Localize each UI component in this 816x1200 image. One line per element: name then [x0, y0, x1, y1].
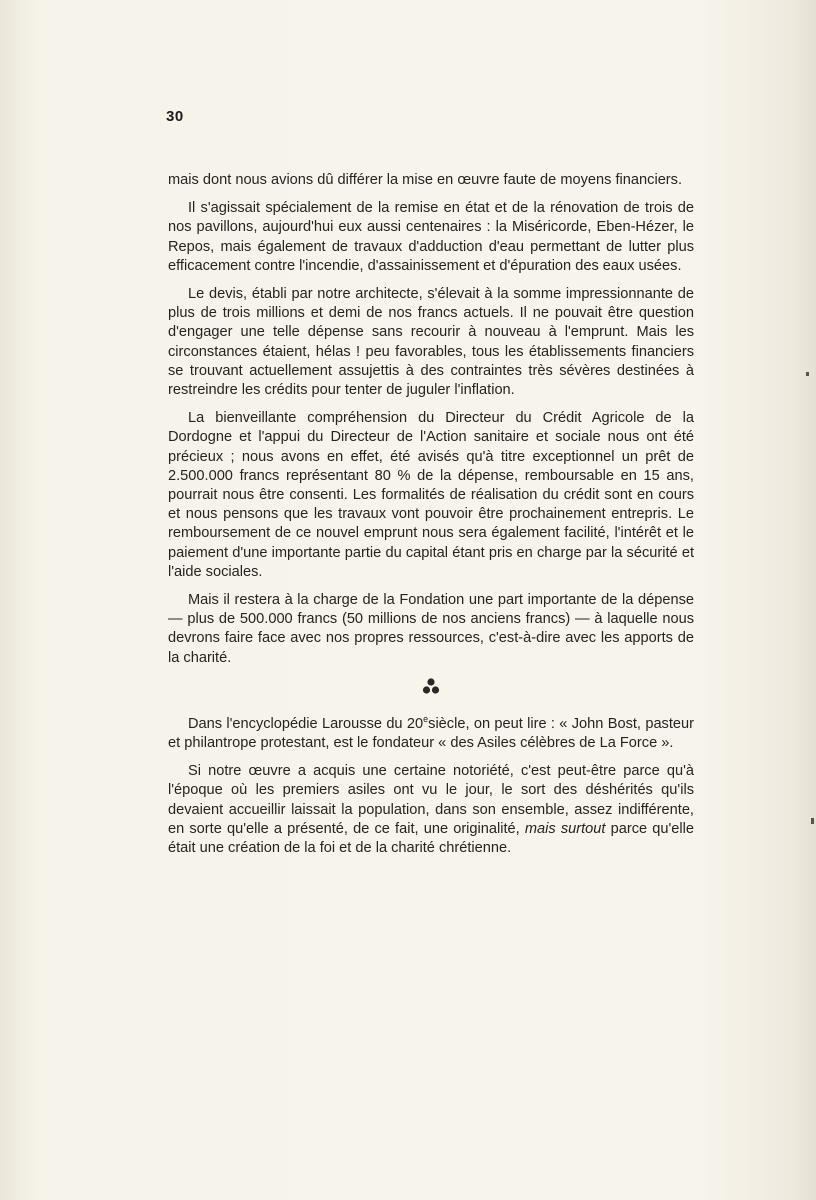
three-dots-ornament-icon	[421, 677, 441, 697]
page-number: 30	[166, 108, 184, 125]
italic-emphasis: mais surtout	[524, 820, 606, 837]
century-superscript: e	[423, 714, 429, 725]
larousse-text-end: siècle, on peut lire : « John Bost, pasteur et philantrope protestant, est le fondateur « des Asiles célèbres de La Force ».	[168, 715, 694, 752]
paragraph-devis: Le devis, établi par notre architecte, s'élevait à la somme impressionnante de plus de trois millions et demi de nos francs actuels. Il ne pouvait être question d'engager une telle dépense sans recourir à nouveau à l'emprunt. Mais les circonstances étaient, hélas ! peu favorables, tous les établissements financiers se trouvant actuellement assujettis à des contraintes très sévères destinées à restreindre les crédits pour tenter de juguler l'inflation.	[168, 286, 694, 399]
section-ornament	[168, 677, 694, 707]
margin-mark-top	[806, 372, 809, 376]
paragraph-fondation-charge: Mais il restera à la charge de la Fondation une part importante de la dépense — plus de 500.000 francs (50 millions de nos anciens francs) — à laquelle nous devrons faire face avec nos propres ressources, c'est-à-dire avec les apports de la charité.	[168, 592, 694, 666]
paragraph-renovation: Il s'agissait spécialement de la remise en état et de la rénovation de trois de nos pavillons, aujourd'hui eux aussi centenaires : la Miséricorde, Eben-Hézer, le Repos, mais également de travaux d'adduction d'eau permettant de lutter plus efficacement contre l'incendie, d'assainissement et d'épuration des eaux usées.	[168, 200, 694, 274]
notoriete-text-end: parce qu'elle était une création de la foi et de la charité chrétienne.	[168, 820, 694, 857]
paragraph-credit-agricole: La bienveillante compréhension du Directeur du Crédit Agricole de la Dordogne et l'appui du Directeur de l'Action sanitaire et sociale nous ont été précieux ; nous avons en effet, été avisés qu'à titre exceptionnel un prêt de 2.500.000 francs représentant 80 % de la dépense, remboursable en 15 ans, pourrait nous être consenti. Les formalités de réalisation du crédit sont en cours et nous pensons que les travaux vont pouvoir être prochainement entrepris. Le remboursement de ce nouvel emprunt nous sera également facilité, l'intérêt et le paiement d'une importante partie du capital étant pris en charge par la sécurité et l'aide sociales.	[168, 410, 694, 580]
margin-mark-bottom	[811, 818, 814, 824]
paragraph-larousse	[168, 715, 694, 753]
larousse-text-start: Dans l'encyclopédie Larousse du 20	[188, 715, 424, 732]
paragraph-continuation: mais dont nous avions dû différer la mise en œuvre faute de moyens financiers.	[168, 172, 683, 188]
paragraph-notoriete	[168, 762, 694, 858]
notoriete-text-start: Si notre œuvre a acquis une certaine notoriété, c'est peut-être parce qu'à l'époque où les premiers asiles ont vu le jour, le sort des déshérités qu'ils devaient accueillir laissait la population, dans son ensemble, assez indifférente, en sorte qu'elle a présenté, de ce fait, une originalité,	[168, 763, 694, 837]
body-text	[168, 171, 694, 867]
